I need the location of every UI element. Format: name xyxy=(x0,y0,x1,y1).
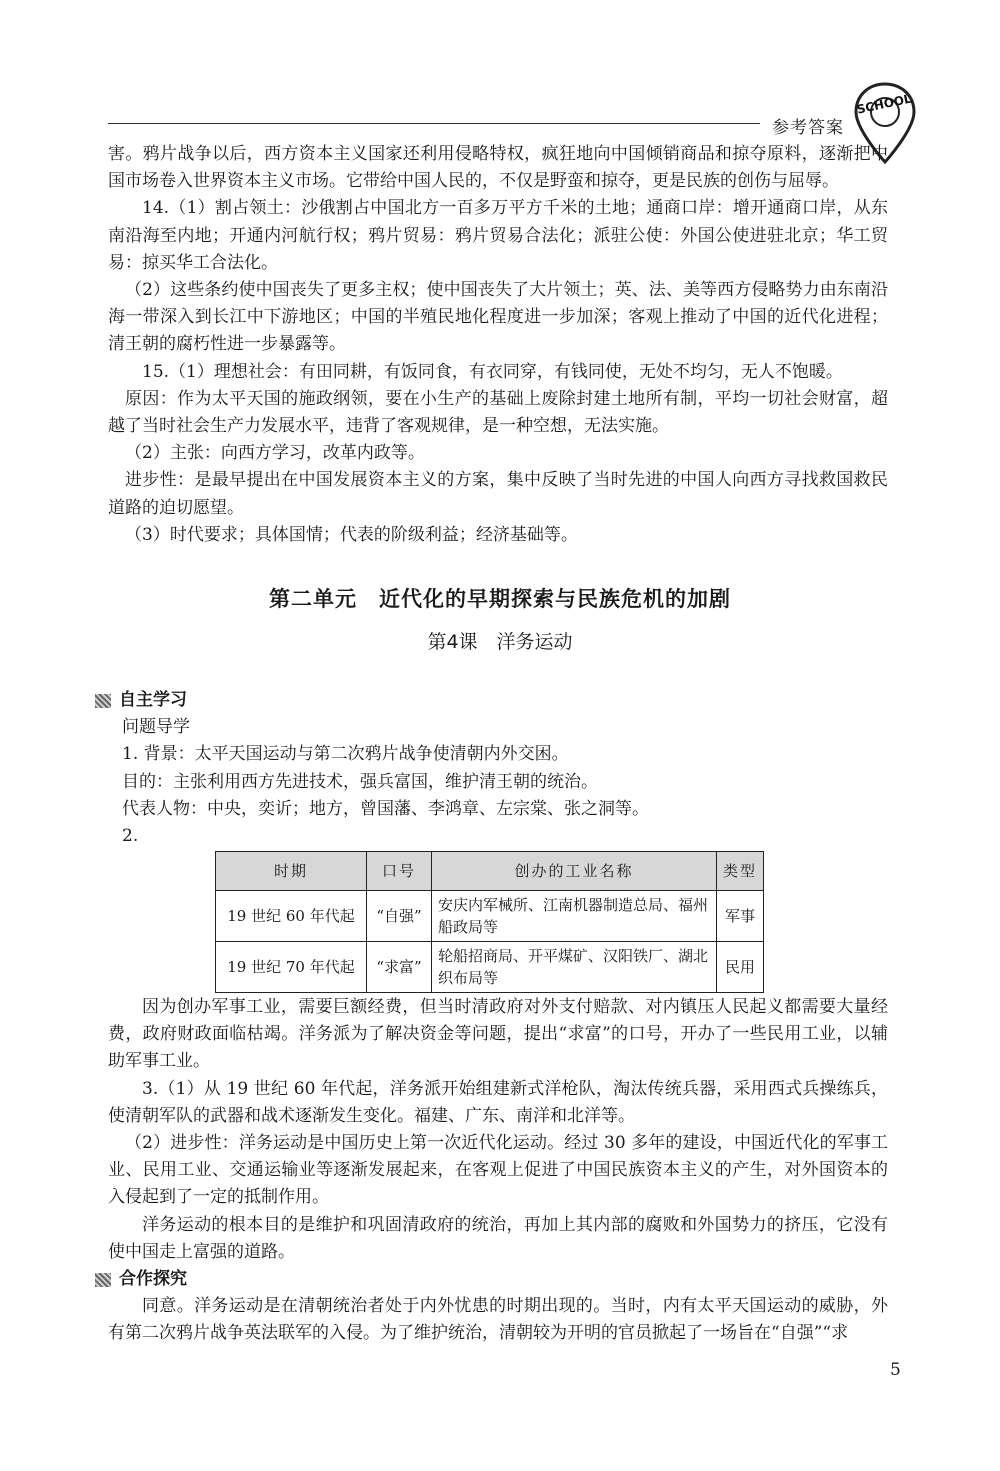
table-header-row xyxy=(216,852,764,891)
paragraph: 洋务运动的根本目的是维护和巩固清政府的统治，再加上其内部的腐败和外国势力的挤压，它没有使中国走上富强的道路。 xyxy=(108,1214,888,1262)
paragraph: 2. xyxy=(122,826,139,847)
section-heading-text: 合作探究 xyxy=(119,1269,187,1290)
paragraph: 3.（1）从 19 世纪 60 年代起，洋务派开始组建新式洋枪队，淘汰传统兵器，采用西式兵操练兵，使清朝军队的武器和战术逐渐发生变化。福建、广东、南洋和北洋等。 xyxy=(108,1078,888,1126)
self-study-section xyxy=(95,687,890,850)
answers-top xyxy=(108,141,888,549)
answers-bottom xyxy=(108,994,888,1348)
paragraph: （2）进步性：洋务运动是中国历史上第一次近代化运动。经过 30 多年的建设，中国近代化的军事工业、民用工业、交通运输业等逐渐发展起来，在客观上促进了中国民族资本主义的产生，对外国资本的入侵起到了一定的抵制作用。 xyxy=(108,1133,888,1208)
section-heading xyxy=(95,1266,888,1293)
paragraph: 因为创办军事工业，需要巨额经费，但当时清政府对外支付赔款、对内镇压人民起义都需要大量经费，政府财政面临枯竭。洋务派为了解决资金等问题，提出“求富”的口号，开办了一些民用工业，以辅助军事工业。 xyxy=(108,997,888,1072)
table-cell: “求富” xyxy=(367,942,432,993)
table-cell: 军事 xyxy=(717,891,764,942)
logo-text: SCHOOL xyxy=(855,91,913,117)
paragraph: 害。鸦片战争以后，西方资本主义国家还利用侵略特权，疯狂地向中国倾销商品和掠夺原料，逐渐把中国市场卷入世界资本主义市场。它带给中国人民的，不仅是野蛮和掠夺，更是民族的创伤与屈辱。 xyxy=(108,144,888,192)
paragraph: 1. 背景：太平天国运动与第二次鸦片战争使清朝内外交困。 xyxy=(122,744,569,765)
lesson-title: 第4课 洋务运动 xyxy=(427,631,573,653)
section-heading-text: 自主学习 xyxy=(119,690,187,710)
paragraph: 进步性：是最早提出在中国发展资本主义的方案，集中反映了当时先进的中国人向西方寻找救国救民道路的迫切愿望。 xyxy=(108,470,888,518)
paragraph: 原因：作为太平天国的施政纲领，要在小生产的基础上废除封建土地所有制，平均一切社会财富，超越了当时社会生产力发展水平，违背了客观规律，是一种空想，无法实施。 xyxy=(108,388,888,437)
table-cell: 19 世纪 60 年代起 xyxy=(216,891,367,942)
paragraph: 同意。洋务运动是在清朝统治者处于内外忧患的时期出现的。当时，内有太平天国运动的威胁，外有第二次鸦片战争英法联军的入侵。为了维护统治，清朝较为开明的官员掀起了一场旨在“自强”“求 xyxy=(108,1296,888,1344)
paragraph: 代表人物：中央，奕䜣；地方，曾国藩、李鸿章、左宗棠、张之洞等。 xyxy=(122,798,649,819)
paragraph: 目的：主张利用西方先进技术，强兵富国，维护清王朝的统治。 xyxy=(122,771,598,792)
table-header-cell: 口号 xyxy=(367,852,432,891)
page-number: 5 xyxy=(890,1360,901,1380)
unit-title: 第二单元 近代化的早期探索与民族危机的加剧 xyxy=(269,587,731,611)
table-cell: 安庆内军械所、江南机器制造总局、福州船政局等 xyxy=(432,891,717,942)
table-cell: 民用 xyxy=(717,942,764,993)
industry-table xyxy=(215,851,764,993)
table-cell: 轮船招商局、开平煤矿、汉阳铁厂、湖北织布局等 xyxy=(432,942,717,993)
table-header-cell: 时期 xyxy=(216,852,367,891)
section-marker-icon xyxy=(95,1273,111,1287)
table-row xyxy=(216,942,764,993)
table-cell: 19 世纪 70 年代起 xyxy=(216,942,367,993)
table-header-cell: 类型 xyxy=(717,852,764,891)
paragraph: （3）时代要求；具体国情；代表的阶级利益；经济基础等。 xyxy=(125,524,578,545)
table-row xyxy=(216,891,764,942)
section-marker-icon xyxy=(95,694,111,708)
paragraph: （2）这些条约使中国丧失了更多主权；使中国丧失了大片领土；英、法、美等西方侵略势力由东南沿海一带深入到长江中下游地区；中国的半殖民地化程度进一步加深；客观上推动了中国的近代化进程；清王朝的腐朽性进一步暴露等。 xyxy=(108,280,888,355)
table-header-cell: 创办的工业名称 xyxy=(432,852,717,891)
paragraph: （2）主张：向西方学习，改革内政等。 xyxy=(125,443,425,464)
header-rule xyxy=(108,123,760,124)
header-label: 参考答案 xyxy=(772,118,844,138)
table-cell: “自强” xyxy=(367,891,432,942)
paragraph: 14.（1）割占领土：沙俄割占中国北方一百多万平方千米的土地；通商口岸：增开通商口岸，从东南沿海至内地；开通内河航行权；鸦片贸易：鸦片贸易合法化；派驻公使：外国公使进驻北京；华工贸易：掠买华工合法化。 xyxy=(108,198,888,273)
paragraph: 15.（1）理想社会：有田同耕，有饭同食，有衣同穿，有钱同使，无处不均匀，无人不饱暖。 xyxy=(142,361,843,382)
subheading: 问题导学 xyxy=(122,717,190,738)
section-heading xyxy=(95,687,890,714)
